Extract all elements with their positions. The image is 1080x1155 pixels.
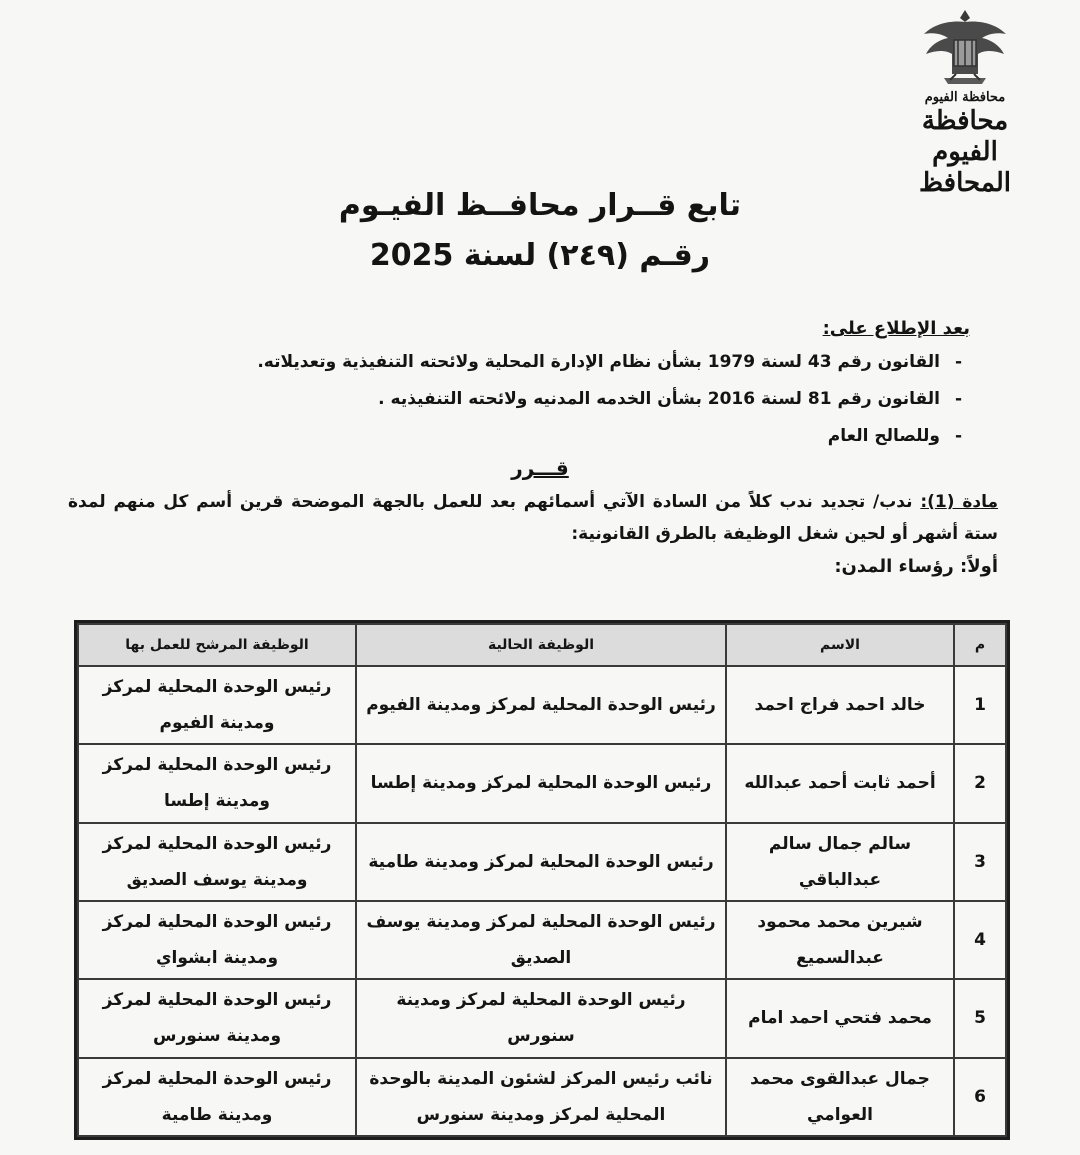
letterhead [890,4,1040,199]
cell-name: محمد فتحي احمد امام [726,979,954,1057]
table-row [78,823,1006,901]
header-num: م [954,624,1006,666]
header-candidate-job: الوظيفة المرشح للعمل بها [78,624,356,666]
table-row [78,1058,1006,1136]
cell-name: شيرين محمد محمود عبدالسميع [726,901,954,979]
cell-candidate-job: رئيس الوحدة المحلية لمركز ومدينة الفيوم [78,666,356,744]
preamble-item [202,382,962,419]
table-row [78,979,1006,1057]
table-row [78,666,1006,744]
preamble-list [202,345,962,456]
cell-num: 5 [954,979,1006,1057]
header-name: الاسم [726,624,954,666]
preamble-item-text: وللصالح العام [827,426,940,446]
letterhead-line-3: المحافظ [919,167,1011,198]
cell-current-job: رئيس الوحدة المحلية لمركز ومدينة يوسف الصديق [356,901,726,979]
cell-current-job: رئيس الوحدة المحلية لمركز ومدينة إطسا [356,744,726,822]
article-1 [68,486,998,550]
letterhead-line-2: محافظة الفيوم [921,105,1009,167]
cell-num: 6 [954,1058,1006,1136]
cell-current-job: رئيس الوحدة المحلية لمركز ومدينة سنورس [356,979,726,1057]
preamble-heading: بعد الإطلاع على: [822,318,970,339]
bullet-dash: - [954,426,962,446]
decree-title: تابع قــرار محافــظ الفيـوم [338,188,742,223]
cell-name: سالم جمال سالم عبدالباقي [726,823,954,901]
article-label: مادة (1): [920,492,999,512]
table-row [78,744,1006,822]
preamble-item-text: القانون رقم 43 لسنة 1979 بشأن نظام الإدارة المحلية ولائحته التنفيذية وتعديلاته. [257,352,940,372]
letterhead-line-1: محافظة الفيوم [924,90,1006,105]
decision-word: قـــرر [511,456,569,480]
cell-candidate-job: رئيس الوحدة المحلية لمركز ومدينة ابشواي [78,901,356,979]
cell-name: خالد احمد فراج احمد [726,666,954,744]
cell-current-job: رئيس الوحدة المحلية لمركز ومدينة الفيوم [356,666,726,744]
header-current-job: الوظيفة الحالية [356,624,726,666]
preamble-item [202,419,962,456]
bullet-dash: - [954,352,962,372]
table-row [78,901,1006,979]
section-heading: أولاً: رؤساء المدن: [834,556,998,577]
cell-current-job: نائب رئيس المركز لشئون المدينة بالوحدة المحلية لمركز ومدينة سنورس [356,1058,726,1136]
cell-num: 2 [954,744,1006,822]
cell-current-job: رئيس الوحدة المحلية لمركز ومدينة طامية [356,823,726,901]
preamble-item [202,345,962,382]
cell-candidate-job: رئيس الوحدة المحلية لمركز ومدينة سنورس [78,979,356,1057]
cell-candidate-job: رئيس الوحدة المحلية لمركز ومدينة يوسف الصديق [78,823,356,901]
table-header-row [78,624,1006,666]
decree-number: رقـم (٢٤٩) لسنة 2025 [369,238,711,273]
cell-name: أحمد ثابت أحمد عبدالله [726,744,954,822]
bullet-dash: - [954,389,962,409]
cell-candidate-job: رئيس الوحدة المحلية لمركز ومدينة إطسا [78,744,356,822]
cell-num: 4 [954,901,1006,979]
cell-num: 3 [954,823,1006,901]
article-text: ندب/ تجديد ندب كلاً من السادة الآتي أسمائهم بعد للعمل بالجهة الموضحة قرين أسم كل منهم لمدة ستة أشهر أو لحين شغل الوظيفة بالطرق القانونية: [68,492,998,544]
cell-name: جمال عبدالقوى محمد العوامي [726,1058,954,1136]
cell-candidate-job: رئيس الوحدة المحلية لمركز ومدينة طامية [78,1058,356,1136]
cell-num: 1 [954,666,1006,744]
preamble-item-text: القانون رقم 81 لسنة 2016 بشأن الخدمه المدنيه ولائحته التنفيذيه . [378,389,940,409]
assignments-table [74,620,1010,1140]
eagle-emblem-icon [920,4,1010,88]
